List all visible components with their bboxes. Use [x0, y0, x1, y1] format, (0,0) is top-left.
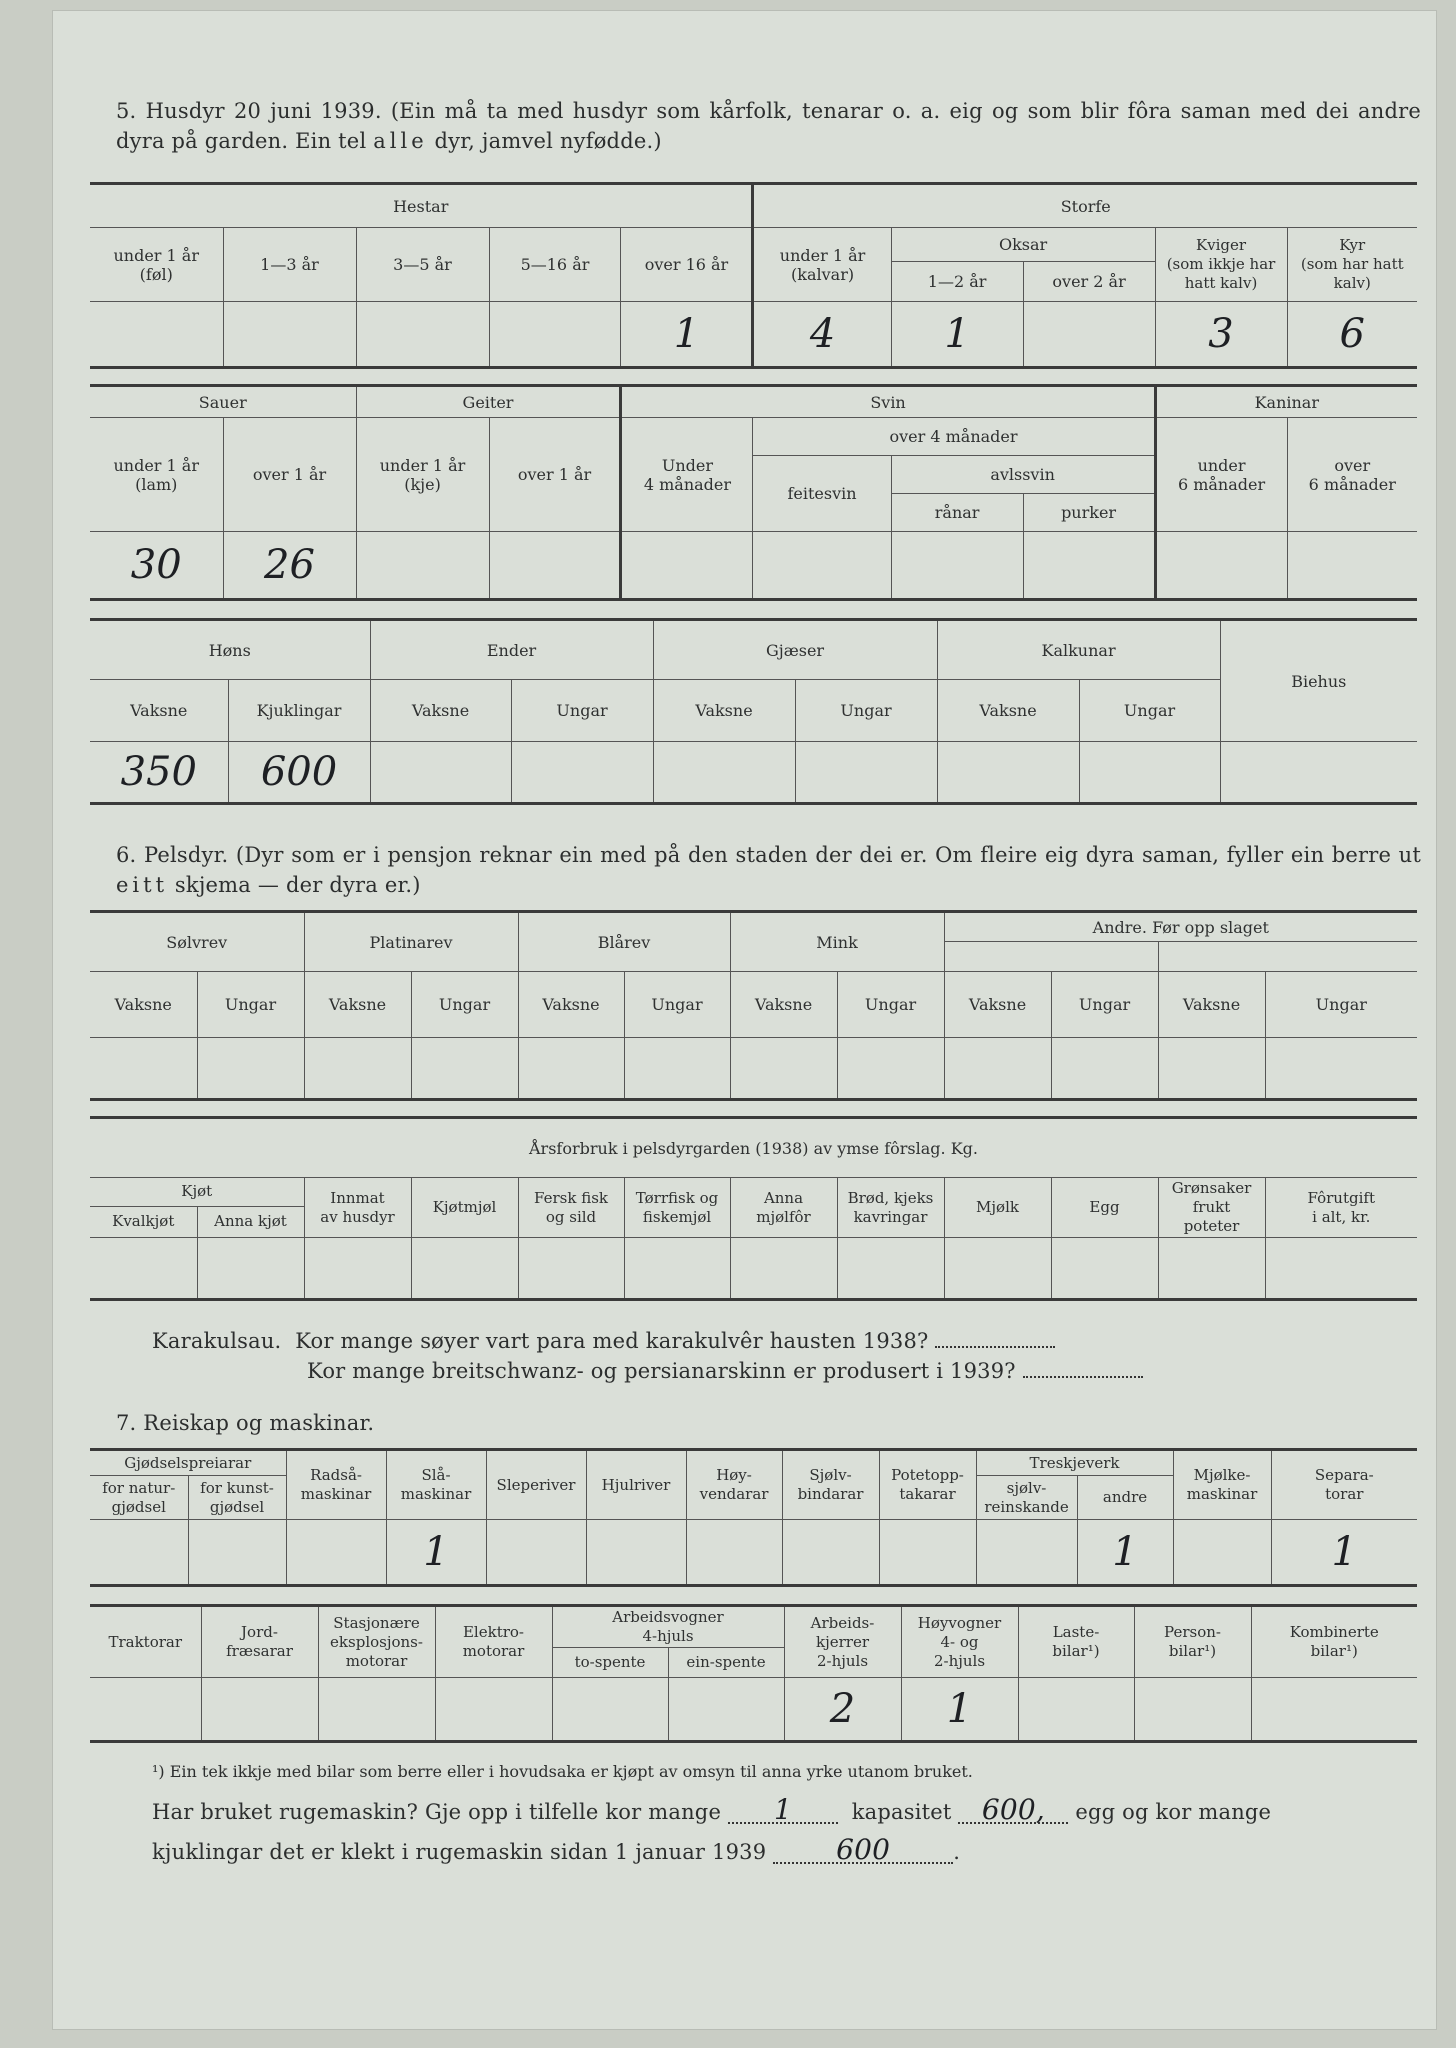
value-cell[interactable]: 26 — [223, 532, 356, 600]
value-cell[interactable] — [795, 742, 937, 804]
table-reiskap — [90, 1448, 1417, 1587]
col-header: Kviger (som ikkje har hatt kalv) — [1155, 228, 1287, 302]
col-header: Kvalkjøt — [90, 1206, 197, 1237]
col-header: 1—3 år — [223, 228, 356, 302]
oksar-header: Oksar — [891, 228, 1155, 262]
value-cell[interactable] — [1173, 1520, 1271, 1586]
col-header: Kyr (som har hatt kalv) — [1287, 228, 1417, 302]
value-cell[interactable] — [435, 1678, 552, 1742]
col-header: Person- bilar¹) — [1134, 1606, 1251, 1678]
value-cell[interactable] — [370, 742, 511, 804]
col-header: Under 4 månader — [621, 418, 753, 532]
value-cell[interactable] — [518, 1038, 624, 1100]
col-header: Vaksne — [730, 972, 837, 1038]
gjodsel-header: Gjødselspreiarar — [90, 1450, 286, 1476]
col-header: Fersk fisk og sild — [518, 1178, 624, 1238]
col-header: Potetopp- takarar — [879, 1450, 976, 1520]
value-cell[interactable] — [552, 1678, 668, 1742]
ruge-klekt-label: kjuklingar det er klekt i rugemaskin sidan 1 januar 1939 — [152, 1840, 767, 1864]
value-cell[interactable] — [511, 742, 653, 804]
value-cell[interactable] — [304, 1238, 411, 1300]
value-cell[interactable]: 2 — [784, 1678, 901, 1742]
value-cell[interactable] — [1251, 1678, 1417, 1742]
value-cell[interactable]: 4 — [753, 302, 891, 368]
andre-header: Andre. Før opp slaget — [944, 912, 1417, 942]
value-cell[interactable] — [1018, 1678, 1134, 1742]
col-header: Egg — [1051, 1178, 1158, 1238]
geiter-header: Geiter — [356, 386, 621, 418]
col-header: Separa- torar — [1271, 1450, 1417, 1520]
arbeidsvogner-header: Arbeidsvogner 4-hjuls — [552, 1606, 784, 1648]
col-header: Ungar — [411, 972, 518, 1038]
col-header: Vaksne — [304, 972, 411, 1038]
col-header: rånar — [891, 494, 1023, 532]
andre-slag-2[interactable] — [1158, 942, 1417, 972]
value-cell[interactable] — [489, 532, 621, 600]
col-header: Sleperiver — [486, 1450, 586, 1520]
ruge-antal[interactable]: 1 — [728, 1798, 838, 1824]
col-header: over 1 år — [223, 418, 356, 532]
value-cell[interactable] — [318, 1678, 435, 1742]
table-fjorfe — [90, 618, 1417, 805]
col-header: over 6 månader — [1287, 418, 1417, 532]
col-header: Slå- maskinar — [386, 1450, 486, 1520]
karakul-q2: Kor mange breitschwanz- og persianarskinn er produsert i 1939? — [307, 1359, 1016, 1383]
storfe-header: Storfe — [753, 184, 1417, 228]
ender-header: Ender — [370, 620, 653, 680]
col-header: Kombinerte bilar¹) — [1251, 1606, 1417, 1678]
value-cell[interactable] — [1158, 1038, 1265, 1100]
andre-slag-1[interactable] — [944, 942, 1158, 972]
col-header: for natur- gjødsel — [90, 1476, 188, 1520]
value-cell[interactable] — [1265, 1238, 1417, 1300]
value-cell[interactable] — [90, 1238, 197, 1300]
value-cell[interactable] — [489, 302, 621, 368]
col-header: feitesvin — [753, 456, 891, 532]
col-header: Ungar — [1265, 972, 1417, 1038]
value-cell[interactable] — [624, 1238, 730, 1300]
col-header: under 1 år (lam) — [90, 418, 223, 532]
value-cell[interactable] — [753, 532, 891, 600]
rugemaskin-block: Har bruket rugemaskin? Gje opp i tilfelle kor mange 1 kapasitet 600, egg og kor mange kjuklingar det er klekt i rugemaskin sidan 1 januar 1939 600 . — [152, 1793, 1272, 1866]
biehus-header: Biehus — [1220, 620, 1417, 742]
section5-heading: 5. Husdyr 20 juni 1939. (Ein må ta med husdyr som kårfolk, tenarar o. a. eig og som blir fôra saman med dei andre dyra på garden. Ein tel alle dyr, jamvel nyfødde.) — [116, 99, 1421, 153]
karakul-answer-2[interactable] — [1023, 1376, 1143, 1378]
col-header: Ungar — [511, 680, 653, 742]
ruge-question: Har bruket rugemaskin? Gje opp i tilfelle kor mange — [152, 1800, 722, 1824]
col-header: 3—5 år — [356, 228, 489, 302]
value-cell[interactable] — [1287, 532, 1417, 600]
col-header: under 1 år (kalvar) — [753, 228, 891, 302]
col-header: Vaksne — [90, 972, 197, 1038]
col-header: Innmat av husdyr — [304, 1178, 411, 1238]
col-header: Vaksne — [937, 680, 1079, 742]
value-cell[interactable] — [879, 1520, 976, 1586]
col-header: 5—16 år — [489, 228, 621, 302]
value-cell[interactable]: 1 — [1077, 1520, 1173, 1586]
value-cell[interactable] — [411, 1038, 518, 1100]
col-header: 1—2 år — [891, 262, 1023, 302]
col-header: Vaksne — [1158, 972, 1265, 1038]
col-header: Anna mjølfôr — [730, 1178, 837, 1238]
col-header: under 6 månader — [1155, 418, 1287, 532]
over4-header: over 4 månader — [753, 418, 1155, 456]
value-cell[interactable] — [686, 1520, 782, 1586]
col-header: Kjøtmjøl — [411, 1178, 518, 1238]
value-cell[interactable] — [730, 1238, 837, 1300]
col-header: to-spente — [552, 1648, 668, 1678]
col-header: over 2 år — [1023, 262, 1155, 302]
col-header: Ungar — [795, 680, 937, 742]
value-cell[interactable] — [486, 1520, 586, 1586]
table-pelsdyr — [90, 910, 1417, 1101]
col-header: ein-spente — [668, 1648, 784, 1678]
value-cell[interactable] — [937, 742, 1079, 804]
value-cell[interactable] — [730, 1038, 837, 1100]
value-cell[interactable] — [1079, 742, 1220, 804]
value-cell[interactable] — [782, 1520, 879, 1586]
tresk-header: Treskjeverk — [976, 1450, 1173, 1476]
value-cell[interactable] — [668, 1678, 784, 1742]
col-header: over 16 år — [621, 228, 753, 302]
col-header: Vaksne — [518, 972, 624, 1038]
value-cell[interactable]: 600 — [228, 742, 370, 804]
value-cell[interactable] — [90, 1038, 197, 1100]
col-header: Ungar — [624, 972, 730, 1038]
col-header: Stasjonære eksplosjons- motorar — [318, 1606, 435, 1678]
value-cell[interactable] — [1023, 532, 1155, 600]
table-arsforbruk — [90, 1116, 1417, 1301]
col-header: Ungar — [197, 972, 304, 1038]
col-header: sjølv- reinskande — [976, 1476, 1077, 1520]
col-header: Anna kjøt — [197, 1206, 304, 1237]
col-header: Høyvogner 4- og 2-hjuls — [901, 1606, 1018, 1678]
value-cell[interactable] — [621, 532, 753, 600]
form-page — [52, 10, 1437, 2030]
value-cell[interactable] — [976, 1520, 1077, 1586]
col-header: Tørrfisk og fiskemjøl — [624, 1178, 730, 1238]
section7-heading: 7. Reiskap og maskinar. — [116, 1411, 375, 1435]
col-header: Høy- vendarar — [686, 1450, 782, 1520]
value-cell[interactable] — [653, 742, 795, 804]
value-cell[interactable] — [1134, 1678, 1251, 1742]
col-header: Arbeids- kjerrer 2-hjuls — [784, 1606, 901, 1678]
value-cell[interactable] — [356, 302, 489, 368]
value-cell[interactable] — [188, 1520, 286, 1586]
value-cell[interactable] — [356, 532, 489, 600]
col-header: Sjølv- bindarar — [782, 1450, 879, 1520]
karakul-answer-1[interactable] — [935, 1346, 1055, 1348]
col-header: Ungar — [837, 972, 944, 1038]
col-header: andre — [1077, 1476, 1173, 1520]
ruge-egg-label: egg og kor mange — [1075, 1800, 1272, 1824]
value-cell[interactable] — [90, 1520, 188, 1586]
value-cell[interactable] — [286, 1520, 386, 1586]
value-cell[interactable] — [944, 1038, 1051, 1100]
col-header: Vaksne — [370, 680, 511, 742]
mink-header: Mink — [730, 912, 944, 972]
col-header: Hjulriver — [586, 1450, 686, 1520]
svin-header: Svin — [621, 386, 1155, 418]
kjot-header: Kjøt — [90, 1178, 304, 1207]
value-cell[interactable]: 1 — [891, 302, 1023, 368]
value-cell[interactable] — [837, 1038, 944, 1100]
sauer-header: Sauer — [90, 386, 356, 418]
section6-heading: 6. Pelsdyr. (Dyr som er i pensjon reknar ein med på den staden der dei er. Om fleire eig dyra saman, fyller ein berre ut eitt skjema — der dyra er.) — [116, 843, 1421, 897]
kalkunar-header: Kalkunar — [937, 620, 1220, 680]
value-cell[interactable]: 1 — [386, 1520, 486, 1586]
value-cell[interactable] — [1155, 532, 1287, 600]
value-cell[interactable] — [1051, 1238, 1158, 1300]
value-cell[interactable] — [304, 1038, 411, 1100]
footnote: ¹) Ein tek ikkje med bilar som berre eller i hovudsaka er kjøpt av omsyn til anna yrke utanom bruket. — [152, 1762, 973, 1781]
karakul-q1: Kor mange søyer vart para med karakulvêr hausten 1938? — [295, 1329, 929, 1353]
blarev-header: Blårev — [518, 912, 730, 972]
col-header: Vaksne — [90, 680, 228, 742]
value-cell[interactable] — [201, 1678, 318, 1742]
avlssvin-header: avlssvin — [891, 456, 1155, 494]
value-cell[interactable]: 30 — [90, 532, 223, 600]
solvrev-header: Sølvrev — [90, 912, 304, 972]
value-cell[interactable] — [1051, 1038, 1158, 1100]
col-header: Elektro- motorar — [435, 1606, 552, 1678]
value-cell[interactable] — [586, 1520, 686, 1586]
value-cell[interactable]: 1 — [1271, 1520, 1417, 1586]
col-header: Kjuklingar — [228, 680, 370, 742]
col-header: under 1 år (føl) — [90, 228, 223, 302]
karakul-label: Karakulsau. — [152, 1329, 282, 1353]
value-cell[interactable] — [90, 302, 223, 368]
col-header: over 1 år — [489, 418, 621, 532]
col-header: Vaksne — [653, 680, 795, 742]
value-cell[interactable] — [223, 302, 356, 368]
col-header: Mjølk — [944, 1178, 1051, 1238]
ruge-kapasitet-label: kapasitet — [851, 1800, 952, 1824]
value-cell[interactable]: 6 — [1287, 302, 1417, 368]
col-header: Vaksne — [944, 972, 1051, 1038]
ruge-klekt[interactable]: 600 — [773, 1838, 953, 1864]
col-header: Laste- bilar¹) — [1018, 1606, 1134, 1678]
karakul-block — [152, 1326, 1352, 1386]
value-cell[interactable]: 1 — [901, 1678, 1018, 1742]
hestar-header: Hestar — [90, 184, 753, 228]
value-cell[interactable] — [90, 1678, 201, 1742]
table-hestar-storfe — [90, 182, 1417, 369]
value-cell[interactable]: 3 — [1155, 302, 1287, 368]
hons-header: Høns — [90, 620, 370, 680]
col-header: Grønsaker frukt poteter — [1158, 1178, 1265, 1238]
value-cell[interactable] — [1023, 302, 1155, 368]
gjaeser-header: Gjæser — [653, 620, 937, 680]
value-cell[interactable] — [197, 1038, 304, 1100]
col-header: purker — [1023, 494, 1155, 532]
col-header: for kunst- gjødsel — [188, 1476, 286, 1520]
value-cell[interactable]: 1 — [621, 302, 753, 368]
value-cell[interactable] — [1265, 1038, 1417, 1100]
kaninar-header: Kaninar — [1155, 386, 1417, 418]
value-cell[interactable] — [624, 1038, 730, 1100]
table-sauer-svin — [90, 384, 1417, 601]
arsforbruk-title: Årsforbruk i pelsdyrgarden (1938) av ymse fôrslag. Kg. — [90, 1118, 1417, 1178]
col-header: Traktorar — [90, 1606, 201, 1678]
value-cell[interactable] — [837, 1238, 944, 1300]
col-header: Brød, kjeks kavringar — [837, 1178, 944, 1238]
col-header: Mjølke- maskinar — [1173, 1450, 1271, 1520]
value-cell[interactable] — [1158, 1238, 1265, 1300]
col-header: Radså- maskinar — [286, 1450, 386, 1520]
col-header: Ungar — [1051, 972, 1158, 1038]
value-cell[interactable] — [411, 1238, 518, 1300]
value-cell[interactable] — [944, 1238, 1051, 1300]
col-header: under 1 år (kje) — [356, 418, 489, 532]
col-header: Ungar — [1079, 680, 1220, 742]
col-header: Fôrutgift i alt, kr. — [1265, 1178, 1417, 1238]
ruge-kapasitet[interactable]: 600, — [958, 1798, 1068, 1824]
value-cell[interactable]: 350 — [90, 742, 228, 804]
value-cell[interactable] — [891, 532, 1023, 600]
col-header: Jord- fræsarar — [201, 1606, 318, 1678]
value-cell[interactable] — [518, 1238, 624, 1300]
table-motorar — [90, 1604, 1417, 1743]
platinarev-header: Platinarev — [304, 912, 518, 972]
value-cell[interactable] — [197, 1238, 304, 1300]
value-cell[interactable] — [1220, 742, 1417, 804]
